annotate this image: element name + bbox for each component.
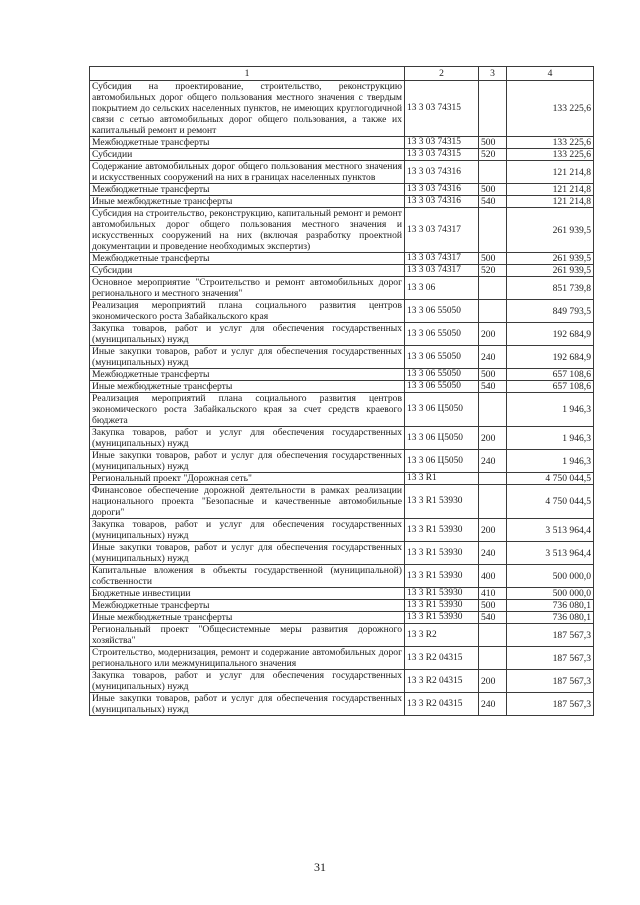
row-vr-cell (479, 277, 507, 300)
table-row (90, 612, 594, 624)
row-name-cell: Строительство, модернизация, ремонт и содержание автомобильных дорог регионального или межмуниципального значения (90, 647, 405, 670)
row-sum-cell: 133 225,6 (507, 149, 594, 161)
row-vr-cell: 240 (479, 346, 507, 369)
row-code-cell: 13 3 03 74316 (405, 161, 479, 184)
row-vr-cell (479, 161, 507, 184)
row-vr-cell: 200 (479, 519, 507, 542)
table-row (90, 450, 594, 473)
row-sum-cell: 187 567,3 (507, 693, 594, 716)
row-code-cell: 13 3 03 74315 (405, 149, 479, 161)
table-row (90, 542, 594, 565)
table-row (90, 277, 594, 300)
row-name-cell: Иные закупки товаров, работ и услуг для обеспечения государственных (муниципальных) нужд (90, 450, 405, 473)
row-code-cell: 13 3 03 74316 (405, 196, 479, 208)
row-sum-cell: 736 080,1 (507, 600, 594, 612)
row-sum-cell: 3 513 964,4 (507, 519, 594, 542)
row-sum-cell: 500 000,0 (507, 588, 594, 600)
row-vr-cell: 200 (479, 670, 507, 693)
row-vr-cell: 520 (479, 149, 507, 161)
row-vr-cell: 400 (479, 565, 507, 588)
row-vr-cell (479, 473, 507, 485)
table-row (90, 369, 594, 381)
row-name-cell: Межбюджетные трансферты (90, 600, 405, 612)
table-row (90, 346, 594, 369)
row-sum-cell: 261 939,5 (507, 265, 594, 277)
row-name-cell: Субсидия на строительство, реконструкцию, капитальный ремонт и ремонт автомобильных дорог общего пользования местного значения и искусственных сооружений на них (включая разработку проектной документации и проведение необходимых экспертиз) (90, 208, 405, 253)
budget-table-body (90, 67, 594, 716)
table-row (90, 161, 594, 184)
row-name-cell: Субсидии (90, 265, 405, 277)
table-row (90, 588, 594, 600)
table-row (90, 427, 594, 450)
row-code-cell: 13 3 06 55050 (405, 346, 479, 369)
header-col-2: 2 (405, 67, 479, 81)
row-vr-cell (479, 485, 507, 519)
row-name-cell: Региональный проект "Дорожная сеть" (90, 473, 405, 485)
row-name-cell: Основное мероприятие "Строительство и ремонт автомобильных дорог регионального и местного значения" (90, 277, 405, 300)
row-code-cell: 13 3 R1 53930 (405, 542, 479, 565)
header-row (90, 67, 594, 81)
row-sum-cell: 657 108,6 (507, 369, 594, 381)
row-name-cell: Иные межбюджетные трансферты (90, 196, 405, 208)
row-sum-cell: 133 225,6 (507, 137, 594, 149)
row-sum-cell: 500 000,0 (507, 565, 594, 588)
row-name-cell: Иные межбюджетные трансферты (90, 381, 405, 393)
row-code-cell: 13 3 06 Ц5050 (405, 393, 479, 427)
table-row (90, 519, 594, 542)
row-vr-cell (479, 393, 507, 427)
row-name-cell: Субсидия на проектирование, строительство, реконструкцию автомобильных дорог общего пользования местного значения с твердым покрытием до сельских населенных пунктов, не имеющих круглогодичной связи с сетью автомобильных дорог общего пользования, а также их капитальный ремонт и ремонт (90, 81, 405, 137)
row-vr-cell (479, 647, 507, 670)
row-sum-cell: 1 946,3 (507, 427, 594, 450)
row-vr-cell: 410 (479, 588, 507, 600)
row-name-cell: Финансовое обеспечение дорожной деятельности в рамках реализации национального проекта "Безопасные и качественные автомобильные дороги" (90, 485, 405, 519)
budget-table (89, 66, 594, 716)
row-name-cell: Закупка товаров, работ и услуг для обеспечения государственных (муниципальных) нужд (90, 427, 405, 450)
row-code-cell: 13 3 06 55050 (405, 323, 479, 346)
row-name-cell: Региональный проект "Общесистемные меры развития дорожного хозяйства" (90, 624, 405, 647)
page-number: 31 (314, 860, 326, 874)
row-name-cell: Иные закупки товаров, работ и услуг для обеспечения государственных (муниципальных) нужд (90, 693, 405, 716)
table-row (90, 300, 594, 323)
row-sum-cell: 261 939,5 (507, 208, 594, 253)
row-name-cell: Межбюджетные трансферты (90, 184, 405, 196)
row-code-cell: 13 3 06 55050 (405, 300, 479, 323)
row-name-cell: Реализация мероприятий плана социального развития центров экономического роста Забайкальского края (90, 300, 405, 323)
row-sum-cell: 4 750 044,5 (507, 473, 594, 485)
row-code-cell: 13 3 R2 04315 (405, 670, 479, 693)
row-name-cell: Межбюджетные трансферты (90, 253, 405, 265)
row-sum-cell: 851 739,8 (507, 277, 594, 300)
row-sum-cell: 192 684,9 (507, 346, 594, 369)
row-vr-cell: 540 (479, 612, 507, 624)
row-code-cell: 13 3 R1 (405, 473, 479, 485)
row-vr-cell: 500 (479, 137, 507, 149)
row-vr-cell (479, 300, 507, 323)
row-vr-cell: 500 (479, 600, 507, 612)
row-sum-cell: 187 567,3 (507, 670, 594, 693)
row-name-cell: Закупка товаров, работ и услуг для обеспечения государственных (муниципальных) нужд (90, 519, 405, 542)
row-sum-cell: 1 946,3 (507, 450, 594, 473)
row-vr-cell: 540 (479, 196, 507, 208)
row-code-cell: 13 3 R1 53930 (405, 565, 479, 588)
row-sum-cell: 736 080,1 (507, 612, 594, 624)
row-vr-cell: 240 (479, 693, 507, 716)
table-row (90, 208, 594, 253)
table-row (90, 485, 594, 519)
row-vr-cell (479, 624, 507, 647)
table-row (90, 565, 594, 588)
row-code-cell: 13 3 R2 (405, 624, 479, 647)
row-name-cell: Субсидии (90, 149, 405, 161)
row-code-cell: 13 3 R1 53930 (405, 588, 479, 600)
table-row (90, 265, 594, 277)
row-name-cell: Закупка товаров, работ и услуг для обеспечения государственных (муниципальных) нужд (90, 670, 405, 693)
row-name-cell: Иные закупки товаров, работ и услуг для обеспечения государственных (муниципальных) нужд (90, 346, 405, 369)
header-col-3: 3 (479, 67, 507, 81)
table-row (90, 693, 594, 716)
row-vr-cell (479, 208, 507, 253)
table-row (90, 81, 594, 137)
row-code-cell: 13 3 R1 53930 (405, 600, 479, 612)
row-code-cell: 13 3 03 74317 (405, 208, 479, 253)
table-row (90, 323, 594, 346)
row-code-cell: 13 3 R2 04315 (405, 693, 479, 716)
row-vr-cell: 540 (479, 381, 507, 393)
table-row (90, 381, 594, 393)
table-row (90, 149, 594, 161)
row-sum-cell: 121 214,8 (507, 196, 594, 208)
table-row (90, 624, 594, 647)
row-sum-cell: 3 513 964,4 (507, 542, 594, 565)
row-code-cell: 13 3 06 Ц5050 (405, 427, 479, 450)
row-vr-cell: 200 (479, 323, 507, 346)
table-row (90, 473, 594, 485)
header-col-1: 1 (90, 67, 405, 81)
row-code-cell: 13 3 03 74315 (405, 137, 479, 149)
row-vr-cell: 500 (479, 369, 507, 381)
row-sum-cell: 192 684,9 (507, 323, 594, 346)
row-name-cell: Содержание автомобильных дорог общего пользования местного значения и искусственных сооружений на них в границах населенных пунктов (90, 161, 405, 184)
row-name-cell: Капитальные вложения в объекты государственной (муниципальной) собственности (90, 565, 405, 588)
row-sum-cell: 121 214,8 (507, 161, 594, 184)
row-code-cell: 13 3 06 Ц5050 (405, 450, 479, 473)
row-code-cell: 13 3 03 74316 (405, 184, 479, 196)
row-code-cell: 13 3 R2 04315 (405, 647, 479, 670)
row-vr-cell: 240 (479, 450, 507, 473)
row-sum-cell: 187 567,3 (507, 624, 594, 647)
row-vr-cell: 500 (479, 184, 507, 196)
row-code-cell: 13 3 R1 53930 (405, 519, 479, 542)
row-sum-cell: 261 939,5 (507, 253, 594, 265)
row-vr-cell: 200 (479, 427, 507, 450)
row-sum-cell: 187 567,3 (507, 647, 594, 670)
row-name-cell: Бюджетные инвестиции (90, 588, 405, 600)
row-code-cell: 13 3 R1 53930 (405, 612, 479, 624)
table-row (90, 196, 594, 208)
table-row (90, 137, 594, 149)
row-sum-cell: 121 214,8 (507, 184, 594, 196)
table-row (90, 253, 594, 265)
table-row (90, 184, 594, 196)
row-code-cell: 13 3 R1 53930 (405, 485, 479, 519)
row-name-cell: Иные межбюджетные трансферты (90, 612, 405, 624)
row-code-cell: 13 3 06 55050 (405, 369, 479, 381)
row-vr-cell: 240 (479, 542, 507, 565)
row-name-cell: Межбюджетные трансферты (90, 137, 405, 149)
table-row (90, 393, 594, 427)
row-code-cell: 13 3 06 (405, 277, 479, 300)
row-sum-cell: 1 946,3 (507, 393, 594, 427)
row-name-cell: Межбюджетные трансферты (90, 369, 405, 381)
row-vr-cell: 520 (479, 265, 507, 277)
row-name-cell: Реализация мероприятий плана социального развития центров экономического роста Забайкальского края за счет средств краевого бюджета (90, 393, 405, 427)
row-vr-cell: 500 (479, 253, 507, 265)
table-row (90, 600, 594, 612)
row-sum-cell: 133 225,6 (507, 81, 594, 137)
row-code-cell: 13 3 03 74315 (405, 81, 479, 137)
row-sum-cell: 849 793,5 (507, 300, 594, 323)
row-sum-cell: 4 750 044,5 (507, 485, 594, 519)
table-row (90, 647, 594, 670)
header-col-4: 4 (507, 67, 594, 81)
row-vr-cell (479, 81, 507, 137)
row-code-cell: 13 3 03 74317 (405, 253, 479, 265)
row-sum-cell: 657 108,6 (507, 381, 594, 393)
row-name-cell: Закупка товаров, работ и услуг для обеспечения государственных (муниципальных) нужд (90, 323, 405, 346)
table-row (90, 670, 594, 693)
row-code-cell: 13 3 06 55050 (405, 381, 479, 393)
row-name-cell: Иные закупки товаров, работ и услуг для обеспечения государственных (муниципальных) нужд (90, 542, 405, 565)
row-code-cell: 13 3 03 74317 (405, 265, 479, 277)
